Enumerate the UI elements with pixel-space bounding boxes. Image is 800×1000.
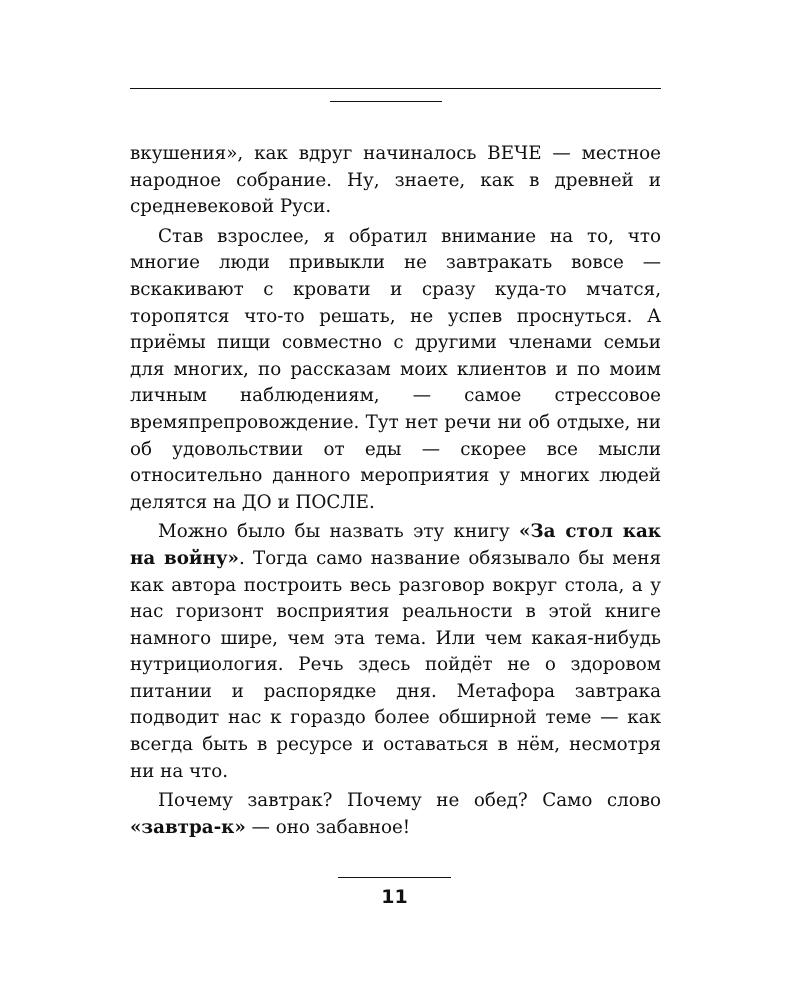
paragraph bbox=[130, 141, 661, 221]
text-segment: Став взрослее, я обратил внимание на то, что многие люди привыкли не завтракать вовсе — вскакивают с кровати и сразу куда-то мчатся, торопятся что-то решать, не успев проснуться. А приёмы пищи совместно с другими членами семьи для многих, по рассказам моих клиентов и по моим личным наблюдениям, — самое стрессовое времяпрепровождение. Тут нет речи ни об отдыхе, ни об удовольствии от еды — скорее все мысли относительно данного мероприятия у многих людей делятся на ДО и ПОСЛЕ. bbox=[130, 225, 661, 513]
bold-text-segment: «завтра-к» bbox=[130, 816, 246, 838]
paragraph bbox=[130, 519, 661, 785]
text-segment: — оно забавное! bbox=[245, 816, 411, 838]
text-segment: Можно было бы назвать эту книгу bbox=[158, 521, 519, 543]
text-segment: Почему завтрак? Почему не обед? Само слово bbox=[158, 790, 661, 812]
page-number: 11 bbox=[381, 886, 408, 908]
paragraph bbox=[130, 224, 661, 517]
header-rule-short bbox=[330, 101, 442, 102]
text-segment: . Тогда само название обязывало бы меня как автора построить весь разговор вокруг стола, а у нас горизонт восприятия реальности в этой книге намного шире, чем эта тема. Или чем какая-нибудь нутрициология. Речь здесь пойдёт не о здоровом питании и распорядке дня. Метафора завтрака подводит нас к гораздо более обширной теме — как всегда быть в ресурсе и оставаться в нём, несмотря ни на что. bbox=[130, 547, 661, 782]
footer-rule bbox=[338, 877, 451, 878]
header-rule-long bbox=[130, 88, 661, 89]
text-segment: вкушения», как вдруг начиналось ВЕЧЕ — местное народное собрание. Ну, знаете, как в древней и средневековой Руси. bbox=[130, 143, 661, 218]
bold-text-segment: «За стол как на войну» bbox=[130, 521, 661, 569]
paragraph bbox=[130, 788, 661, 841]
page-body-text bbox=[130, 141, 661, 841]
